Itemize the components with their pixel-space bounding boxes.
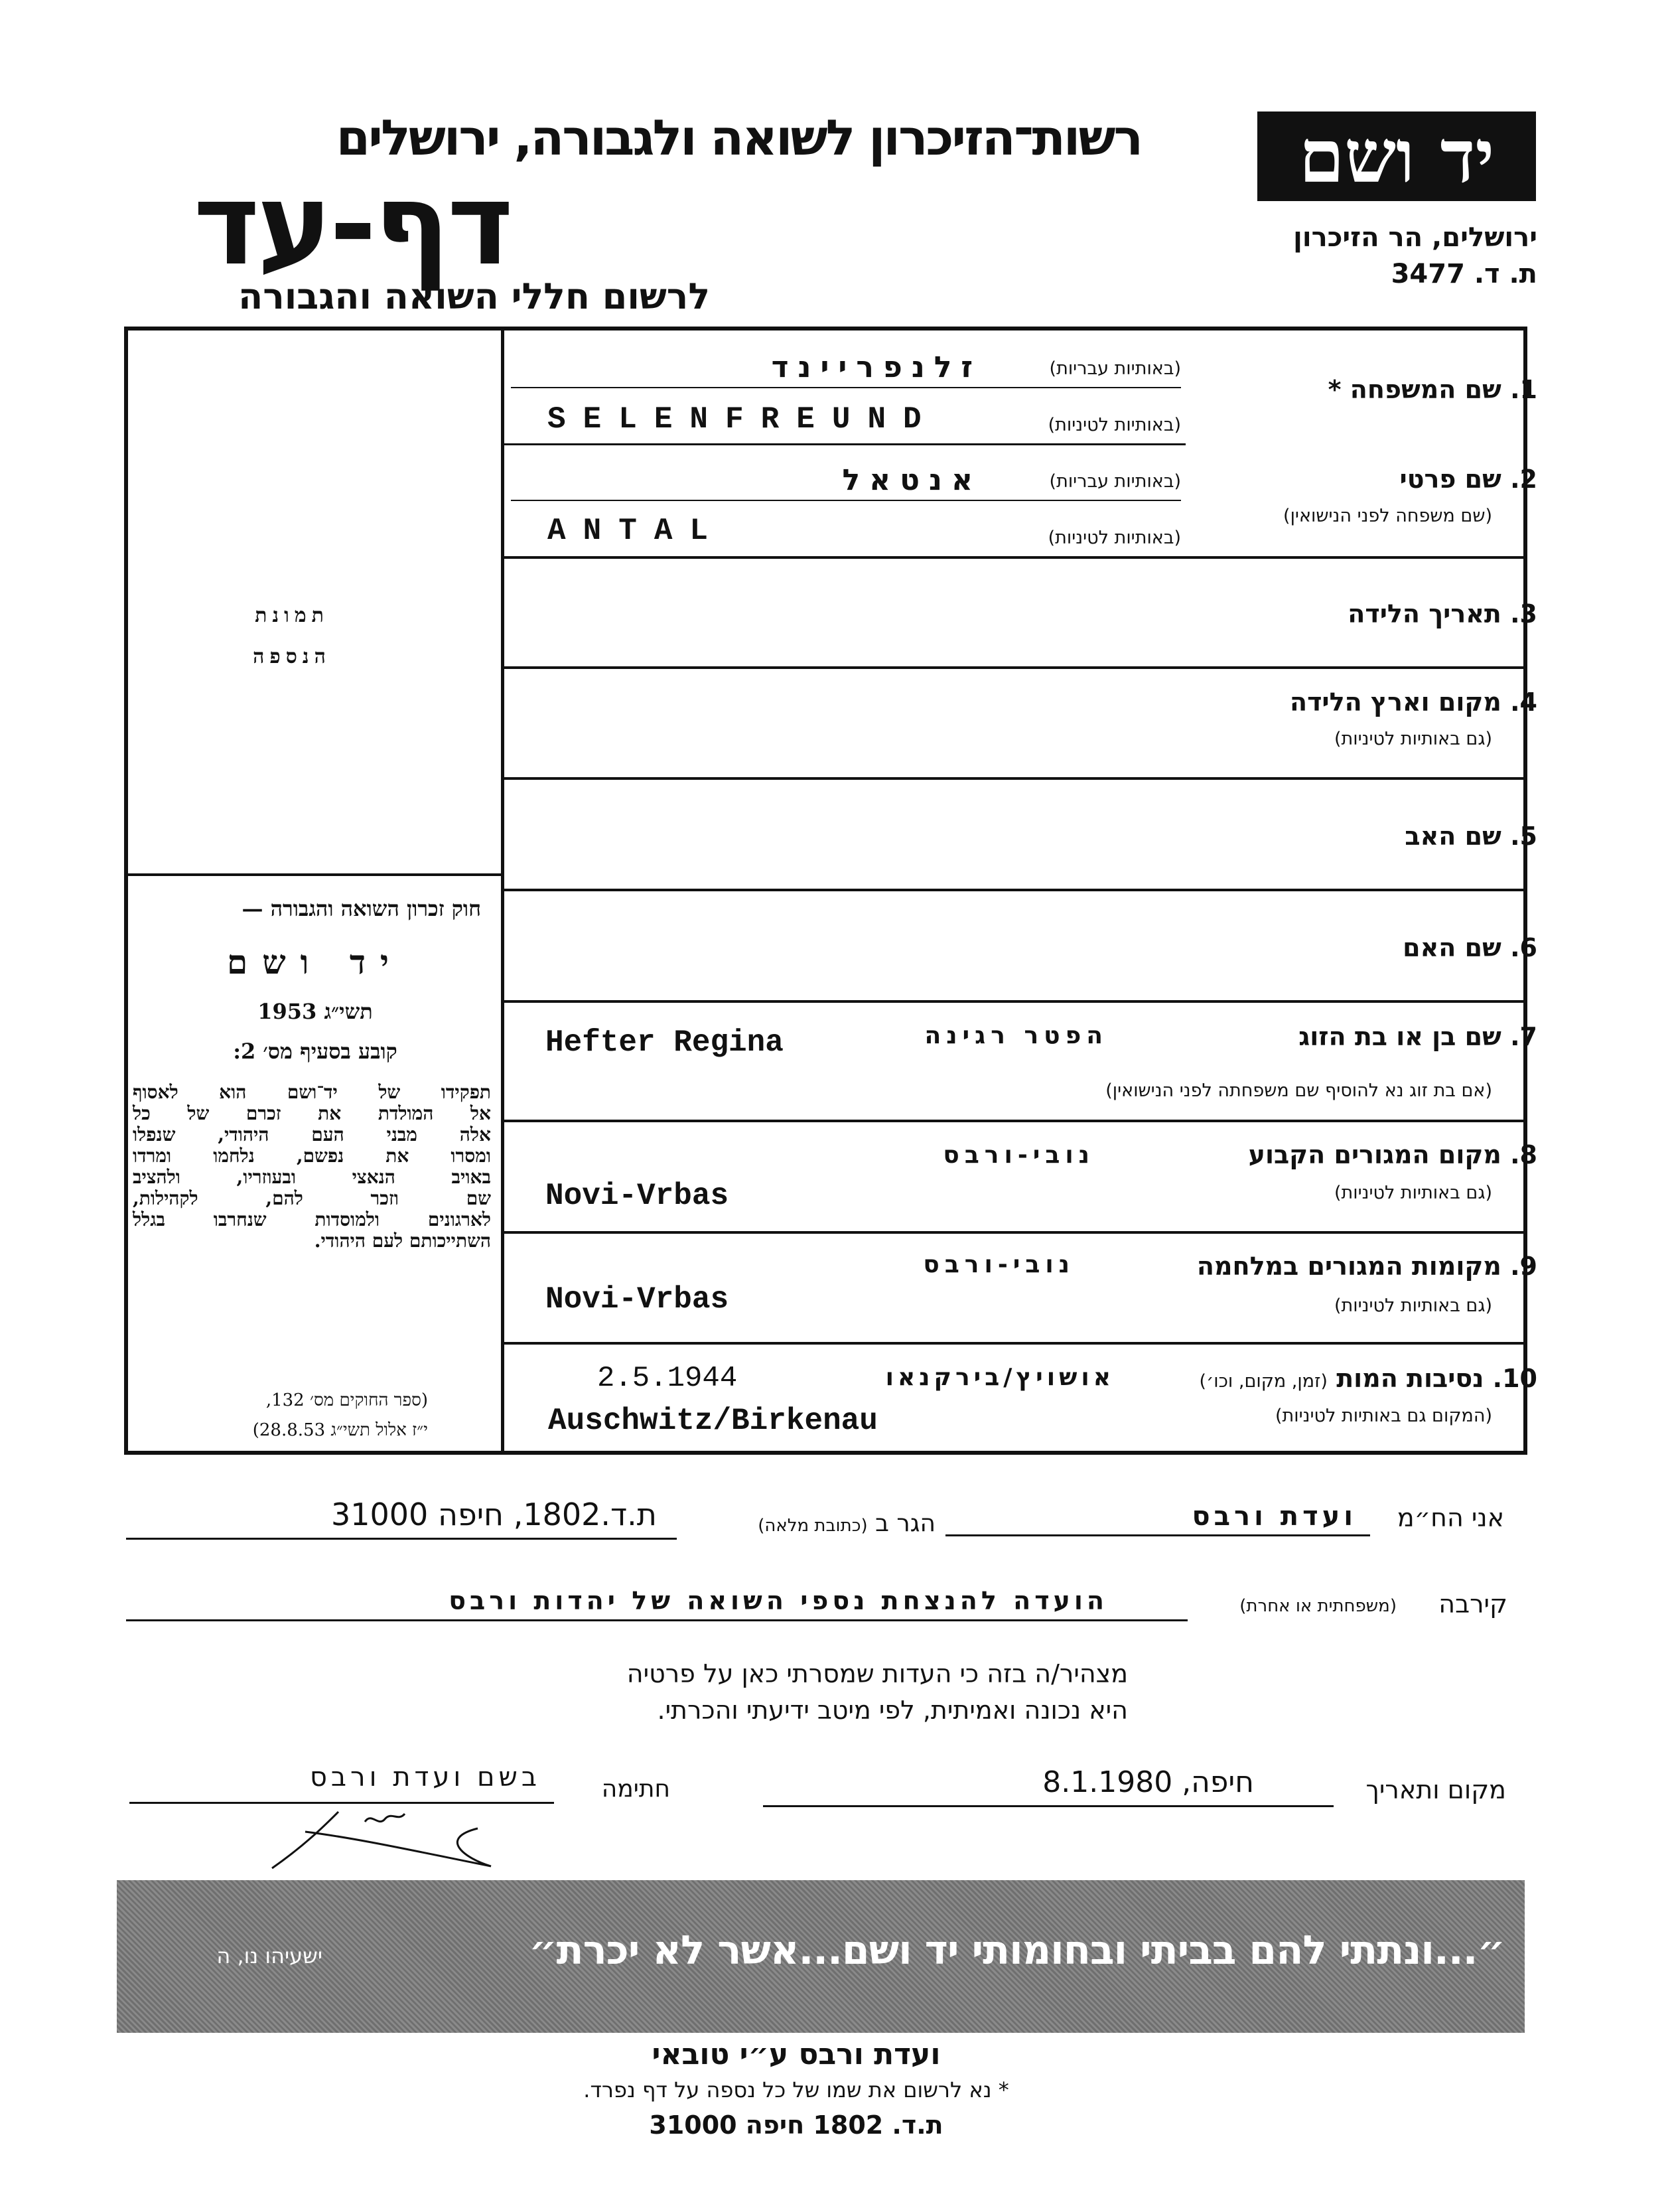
- authority-title: רשות־הזיכרון לשואה ולגבורה, ירושלים: [336, 110, 1141, 167]
- statement-line-2: היא נכונה ואמיתית, לפי מיטב ידיעתי והכרתי.: [657, 1696, 1128, 1725]
- law-line: לארגונים ולמוסדות שנחרבו בגלל: [133, 1209, 491, 1230]
- law-line: השתייכותם לעם היהודי.: [314, 1230, 491, 1252]
- relation-value[interactable]: הועדה להנצחת נספי השואה של יהדות ורבס: [126, 1586, 1188, 1621]
- field-2-label: 2. שם פרטי: [1399, 465, 1537, 494]
- declarant-value[interactable]: ועדת ורבס: [945, 1501, 1370, 1536]
- address-line-2: ת. ד. 3477: [1391, 259, 1537, 289]
- spouse-latin-value[interactable]: Hefter Regina: [545, 1025, 784, 1060]
- row-divider: [502, 889, 1527, 891]
- resides-label: הגר ב (כתובת מלאה): [758, 1510, 936, 1537]
- field-9-label: 9. מקומות המגורים במלחמה: [1196, 1252, 1537, 1281]
- field-7-label: 7. שם בן או בת הזוג: [1298, 1022, 1537, 1051]
- address-line-1: ירושלים, הר הזיכרון: [1293, 222, 1537, 253]
- wartime-residence-hebrew-value[interactable]: נובי-ורבס: [923, 1251, 1075, 1278]
- place-date-label: מקום ותאריך: [1365, 1775, 1506, 1805]
- field-9-sub: (גם באותיות לטיניות): [1334, 1295, 1492, 1316]
- residence-latin-value[interactable]: Novi-Vrbas: [545, 1179, 729, 1213]
- wartime-residence-latin-value[interactable]: Novi-Vrbas: [545, 1282, 729, 1317]
- field-7-sub: (אם בת זוג נא להוסיף שם משפחתה לפני הנישואין): [1105, 1080, 1492, 1101]
- heb-underline: [511, 387, 1181, 388]
- death-place-hebrew-value[interactable]: אושויץ/בירקנאו: [885, 1364, 1115, 1391]
- law-line: באויב הנאצי ובעוזריו, ולהציב: [133, 1166, 491, 1188]
- photo-label-1: תמונת: [255, 604, 329, 627]
- field-5-label: 5. שם האב: [1405, 822, 1537, 851]
- relation-label: קירבה: [1438, 1589, 1507, 1619]
- form-title: דף-עד: [193, 159, 511, 291]
- law-body: [133, 1082, 491, 1252]
- row-divider: [502, 666, 1527, 669]
- law-line: אל המולדת את זכרם של כל: [133, 1102, 491, 1124]
- photo-label-2: הנספה: [253, 645, 331, 668]
- photo-divider: [124, 873, 502, 876]
- field-8-label: 8. מקום המגורים הקבוע: [1248, 1140, 1537, 1169]
- footnote: * נא לרשום את שמו של כל נספה על דף נפרד.: [583, 2077, 1009, 2102]
- field-8-sub: (גם באותיות לטיניות): [1334, 1183, 1492, 1203]
- field-10-sub: (המקום גם באותיות לטיניות): [1275, 1406, 1492, 1426]
- firstname-hebrew-value[interactable]: אנטאל: [842, 463, 982, 497]
- hint-hebrew: (באותיות עבריות): [1049, 471, 1181, 492]
- address-value[interactable]: ת.ד.1802, חיפה 31000: [126, 1497, 677, 1540]
- residence-hebrew-value[interactable]: נובי-ורבס: [943, 1142, 1095, 1169]
- law-line: שם וזכר להם, לקהילות,: [133, 1187, 491, 1209]
- heb-underline: [511, 500, 1181, 501]
- place-date-value[interactable]: חיפה, 8.1.1980: [763, 1765, 1334, 1807]
- surname-hebrew-value[interactable]: זלנפריינד: [771, 350, 982, 384]
- field-4-label: 4. מקום וארץ הלידה: [1289, 688, 1537, 717]
- field-10-label: 10. נסיבות המות (זמן, מקום, וכו׳): [1199, 1364, 1537, 1393]
- yad-vashem-logo: יד ושם: [1257, 111, 1536, 201]
- firstname-latin-value[interactable]: ANTAL: [547, 514, 726, 548]
- handwritten-signature: [265, 1805, 518, 1872]
- law-line: תפקידו של יד־ושם הוא לאסוף: [133, 1081, 491, 1103]
- row-divider: [502, 1120, 1527, 1122]
- row-divider-1-2: [502, 443, 1186, 445]
- statement-line-1: מצהיר/ה בזה כי העדות שמסרתי כאן על פרטיה: [626, 1659, 1128, 1688]
- death-date-value[interactable]: 2.5.1944: [597, 1362, 738, 1395]
- signature-label: חתימה: [601, 1775, 670, 1803]
- row-divider: [502, 1231, 1527, 1234]
- row-divider: [502, 777, 1527, 780]
- row-divider: [502, 1342, 1527, 1345]
- law-line: ומסרו את נפשם, נלחמו ומרדו: [133, 1145, 491, 1167]
- row-divider: [502, 556, 1527, 559]
- law-line: אלה מבני העם היהודי, שנפלו: [133, 1124, 491, 1145]
- form-subtitle: לרשום חללי השואה והגבורה: [238, 275, 710, 317]
- relation-hint: (משפחתית או אחרת): [1239, 1596, 1397, 1616]
- field-2-sub: (שם משפחה לפני הנישואין): [1283, 506, 1492, 526]
- law-heading: חוק זכרון השואה והגבורה —: [242, 896, 481, 921]
- hint-latin: (באותיות לטיניות): [1048, 528, 1181, 548]
- death-place-latin-value[interactable]: Auschwitz/Birkenau: [548, 1404, 878, 1438]
- row-divider: [502, 1000, 1527, 1003]
- banner-source: ישעיהו נו, ה: [216, 1943, 322, 1968]
- field-4-sub: (גם באותיות לטיניות): [1334, 729, 1492, 749]
- signature-field[interactable]: בשם ועדת ורבס: [129, 1762, 554, 1804]
- committee-stamp: ועדת ורבס ע״י טובאי: [652, 2037, 941, 2071]
- declarant-label: אני הח״מ: [1397, 1503, 1504, 1532]
- field-6-label: 6. שם האם: [1403, 933, 1537, 962]
- spouse-hebrew-value[interactable]: הפטר רגינה: [924, 1022, 1108, 1049]
- field-1-label: 1. שם המשפחה *: [1328, 375, 1537, 404]
- law-name: יד ושם: [227, 942, 403, 982]
- law-section: קובע בסעיף מס׳ 2:: [233, 1039, 397, 1064]
- hint-hebrew: (באותיות עבריות): [1049, 358, 1181, 379]
- law-source-1: (ספר החוקים מס׳ 132,: [265, 1390, 428, 1410]
- committee-stamp-address: ת.ד. 1802 חיפה 31000: [649, 2110, 943, 2140]
- banner-quote: ״...ונתתי להם בביתי ובחומותי יד ושם...אשר לא יכרת״: [529, 1927, 1505, 1974]
- quote-banner: [117, 1880, 1525, 2033]
- law-year: תשי״ג 1953: [257, 999, 373, 1024]
- law-source-2: י״ז אלול תשי״ג 28.8.53): [252, 1420, 428, 1440]
- surname-latin-value[interactable]: SELENFREUND: [547, 402, 939, 437]
- hint-latin: (באותיות לטיניות): [1048, 415, 1181, 435]
- field-3-label: 3. תאריך הלידה: [1348, 599, 1537, 628]
